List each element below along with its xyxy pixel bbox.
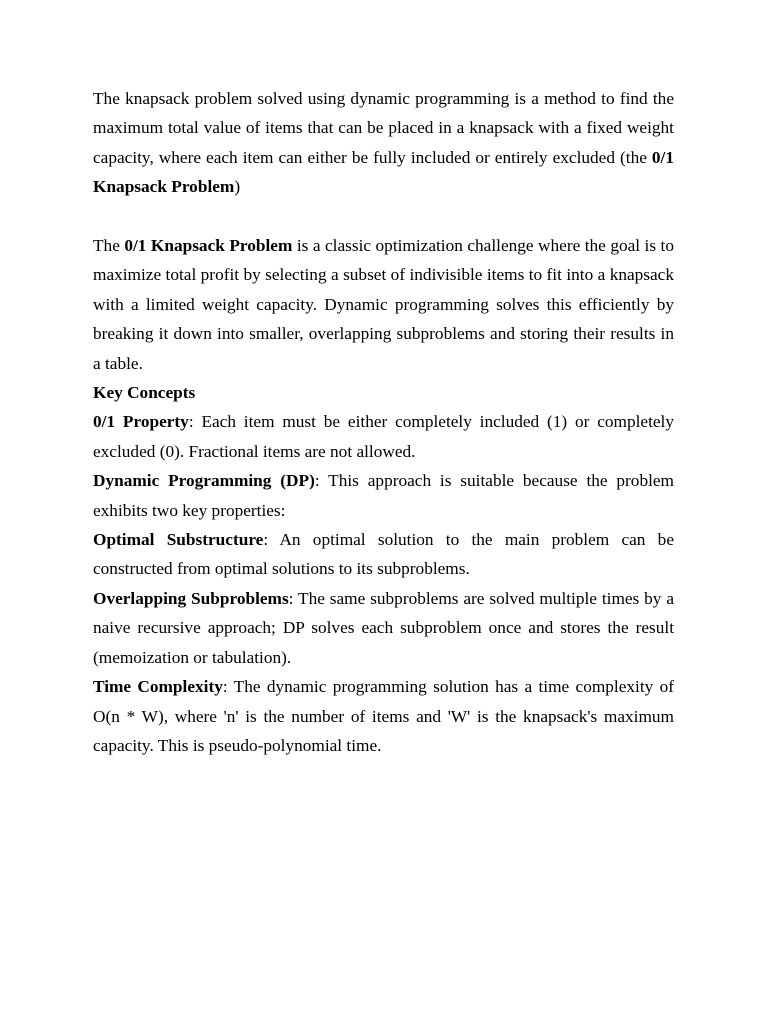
concept-term: Overlapping Subproblems bbox=[93, 588, 289, 608]
key-concepts-heading bbox=[93, 378, 674, 407]
overview-text-start: The bbox=[93, 236, 125, 256]
intro-bold-term: 0/1 Knapsack Problem bbox=[93, 147, 674, 197]
concept-paragraph bbox=[93, 466, 674, 525]
concept-description: : An optimal solution to the main problem can be constructed from optimal solutions to its subproblems. bbox=[93, 530, 674, 579]
concept-paragraph bbox=[93, 525, 674, 584]
overview-paragraph bbox=[93, 231, 674, 378]
concept-term: Time Complexity bbox=[93, 677, 223, 697]
intro-text-start: The knapsack problem solved using dynamic programming is a method to find the maximum total value of items that can be placed in a knapsack with a fixed weight capacity, where each item can either be fully included or entirely excluded (the bbox=[93, 89, 674, 167]
concept-paragraph bbox=[93, 672, 674, 760]
concept-paragraph bbox=[93, 584, 674, 672]
concept-description: : The same subproblems are solved multiple times by a naive recursive approach; DP solves each subproblem once and stores the result (memoization or tabulation). bbox=[93, 588, 674, 667]
overview-bold-term: 0/1 Knapsack Problem bbox=[124, 236, 293, 256]
overview-text-end: is a classic optimization challenge where the goal is to maximize total profit by selecting a subset of indivisible items to fit into a knapsack with a limited weight capacity. Dynamic programming solves this efficiently by breaking it down into smaller, overlapping subproblems and storing their results in a table. bbox=[93, 236, 674, 373]
document-body bbox=[93, 84, 674, 760]
concept-paragraph bbox=[93, 407, 674, 466]
concept-description: : Each item must be either completely included (1) or completely excluded (0). Fractional items are not allowed. bbox=[93, 412, 674, 461]
concept-description: : The dynamic programming solution has a time complexity of O(n * W), where 'n' is the number of items and 'W' is the knapsack's maximum capacity. This is pseudo-polynomial time. bbox=[93, 677, 674, 755]
intro-text-end: ) bbox=[234, 177, 241, 197]
concept-description: : This approach is suitable because the problem exhibits two key properties: bbox=[93, 471, 674, 520]
intro-paragraph bbox=[93, 84, 674, 202]
concept-term: Optimal Substructure bbox=[93, 530, 264, 550]
key-concepts-heading-text: Key Concepts bbox=[93, 383, 196, 403]
concept-term: 0/1 Property bbox=[93, 412, 189, 432]
concept-term: Dynamic Programming (DP) bbox=[93, 471, 315, 491]
